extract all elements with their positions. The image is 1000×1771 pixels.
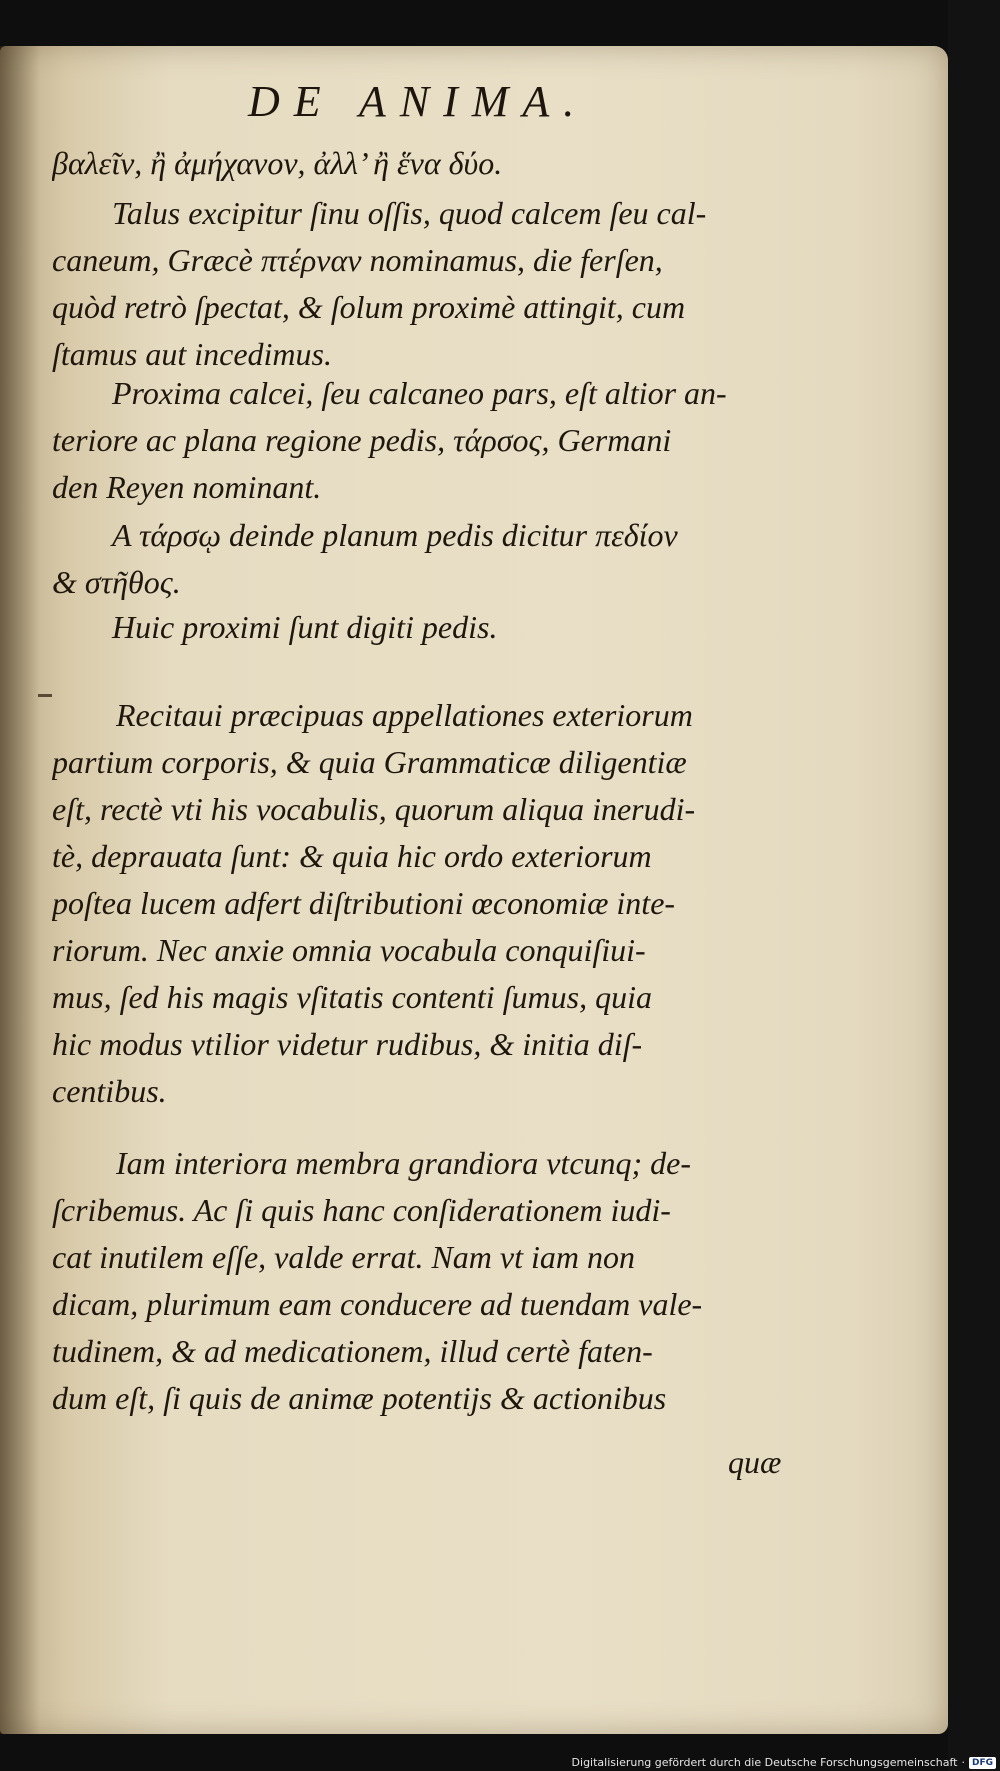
- text-line: partium corporis, & quia Grammaticæ diligentiæ: [52, 744, 687, 780]
- text-line: βαλεῖν, ἢ ἀμήχανον, ἀλλ’ ἢ ἕνα δύο.: [52, 145, 503, 181]
- paragraph-iam: [52, 1140, 812, 1422]
- paragraph-talus: [52, 190, 812, 378]
- dark-margin: [948, 0, 1000, 1771]
- greek-line: [52, 140, 812, 187]
- text-line: dum eſt, ſi quis de animæ potentijs & actionibus: [52, 1380, 667, 1416]
- margin-dash: [38, 694, 52, 697]
- text-line: cat inutilem eſſe, valde errat. Nam vt iam non: [52, 1239, 635, 1275]
- text-line: A τάρσῳ deinde planum pedis dicitur πεδίον: [112, 517, 678, 553]
- page-gutter-shadow: [0, 46, 40, 1734]
- dfg-logo: DFG: [969, 1757, 996, 1769]
- text-line: Huic proximi ſunt digiti pedis.: [112, 609, 498, 645]
- text-line: tè, deprauata ſunt: & quia hic ordo exteriorum: [52, 838, 652, 874]
- credit-text: Digitalisierung gefördert durch die Deutsche Forschungsgemeinschaft: [571, 1756, 958, 1769]
- text-line: dicam, plurimum eam conducere ad tuendam vale-: [52, 1286, 703, 1322]
- text-line: Recitaui præcipuas appellationes exteriorum: [116, 697, 693, 733]
- text-line: Iam interiora membra grandiora vtcunq; de-: [116, 1145, 692, 1181]
- text-line: hic modus vtilior videtur rudibus, & initia diſ-: [52, 1026, 643, 1062]
- catchword: quæ: [728, 1444, 782, 1480]
- text-line: den Reyen nominant.: [52, 469, 322, 505]
- text-line: & στῆθος.: [52, 564, 181, 600]
- text-line: riorum. Nec anxie omnia vocabula conquiſiui-: [52, 932, 646, 968]
- text-line: centibus.: [52, 1073, 167, 1109]
- text-line: eſt, rectè vti his vocabulis, quorum aliqua inerudi-: [52, 791, 696, 827]
- paragraph-tarso: [52, 512, 812, 606]
- text-line: tudinem, & ad medicationem, illud certè faten-: [52, 1333, 653, 1369]
- text-line: caneum, Græcè πτέρναν nominamus, die ferſen,: [52, 242, 663, 278]
- paragraph-recitaui: [52, 692, 812, 1115]
- paragraph-proxima: [52, 370, 812, 511]
- text-line: poſtea lucem adfert diſtributioni œconomiæ inte-: [52, 885, 676, 921]
- text-line: ſtamus aut incedimus.: [52, 336, 332, 372]
- text-line: teriore ac plana regione pedis, τάρσος, Germani: [52, 422, 672, 458]
- text-line: Proxima calcei, ſeu calcaneo pars, eſt altior an-: [112, 375, 727, 411]
- paragraph-huic: [52, 604, 812, 651]
- text-line: mus, ſed his magis vſitatis contenti ſumus, quia: [52, 979, 652, 1015]
- text-line: quòd retrò ſpectat, & ſolum proximè attingit, cum: [52, 289, 686, 325]
- separator: ·: [961, 1756, 965, 1769]
- digitization-credit: [572, 1756, 996, 1769]
- page-header: DE ANIMA.: [248, 77, 589, 126]
- text-line: Talus excipitur ſinu oſſis, quod calcem ſeu cal-: [112, 195, 707, 231]
- text-line: ſcribemus. Ac ſi quis hanc conſiderationem iudi-: [52, 1192, 671, 1228]
